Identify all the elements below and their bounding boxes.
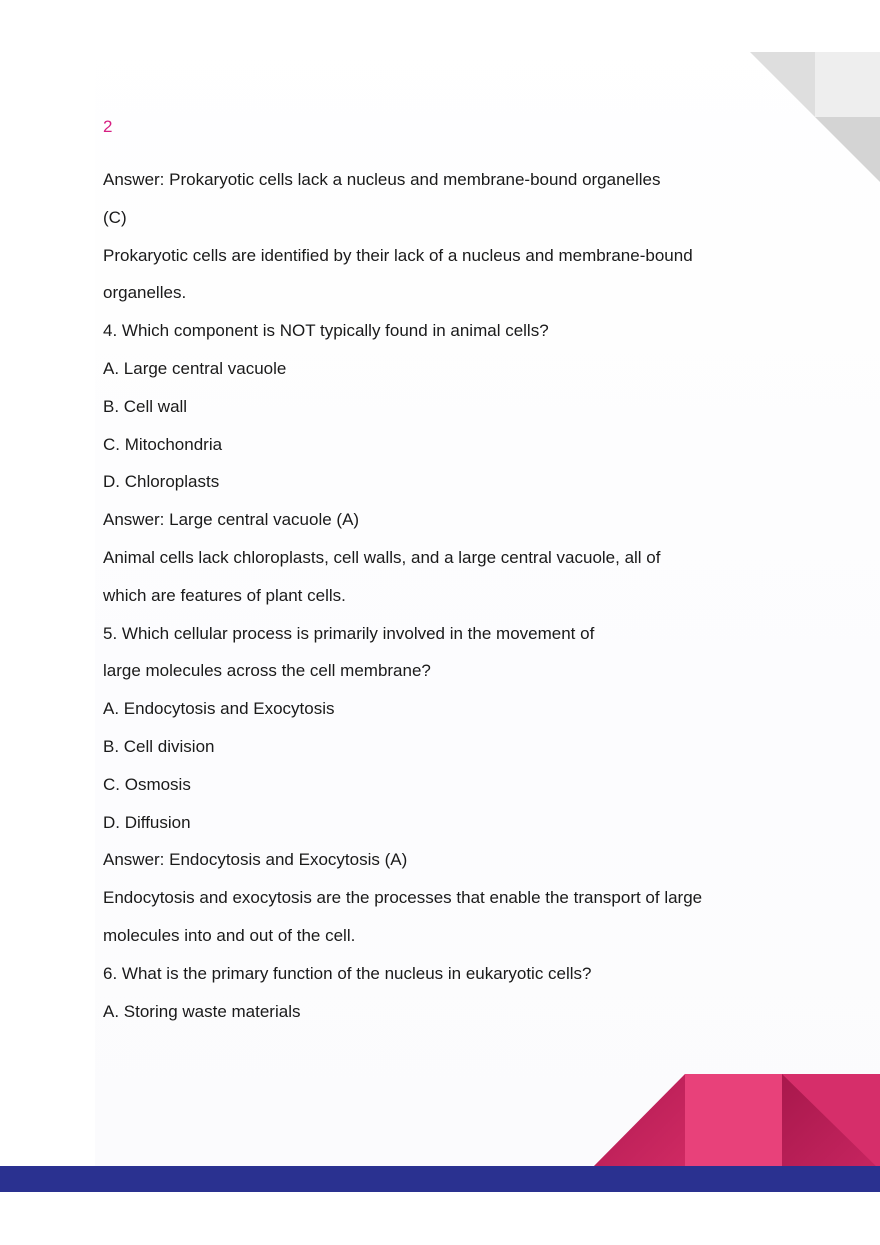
option-line: A. Storing waste materials bbox=[103, 1001, 301, 1021]
pink-block bbox=[685, 1074, 782, 1170]
question-5: 5. Which cellular process is primarily involved in the movement of bbox=[103, 623, 595, 643]
answer-line: Answer: Large central vacuole (A) bbox=[103, 510, 360, 530]
document-body bbox=[103, 161, 743, 1030]
explanation-line: organelles. bbox=[103, 283, 187, 303]
question-4: 4. Which component is NOT typically found in animal cells? bbox=[103, 321, 549, 341]
footer-bar bbox=[0, 1166, 880, 1192]
option-line: C. Osmosis bbox=[103, 774, 191, 794]
corner-gray-triangle-left bbox=[750, 52, 815, 117]
option-line: B. Cell wall bbox=[103, 396, 188, 416]
answer-line: Answer: Prokaryotic cells lack a nucleus and membrane-bound organelles bbox=[103, 170, 661, 189]
question-6: 6. What is the primary function of the nucleus in eukaryotic cells? bbox=[103, 963, 592, 983]
explanation-line: Endocytosis and exocytosis are the processes that enable the transport of large bbox=[103, 888, 703, 908]
option-line: A. Large central vacuole bbox=[103, 358, 287, 378]
option-line: B. Cell division bbox=[103, 736, 215, 756]
option-line: A. Endocytosis and Exocytosis bbox=[103, 699, 335, 719]
explanation-line: molecules into and out of the cell. bbox=[103, 925, 356, 945]
magenta-triangle bbox=[590, 1074, 685, 1170]
bottom-corner-decoration bbox=[590, 1074, 880, 1170]
explanation-line: which are features of plant cells. bbox=[103, 585, 346, 605]
page-number: 2 bbox=[103, 117, 113, 136]
question-5-continued: large molecules across the cell membrane? bbox=[103, 661, 431, 681]
corner-gray-triangle-lower bbox=[815, 117, 880, 182]
answer-line: Answer: Endocytosis and Exocytosis (A) bbox=[103, 850, 408, 870]
option-line: D. Chloroplasts bbox=[103, 472, 220, 492]
explanation-line: Prokaryotic cells are identified by their lack of a nucleus and membrane-bound bbox=[103, 245, 693, 265]
answer-letter: (C) bbox=[103, 207, 127, 227]
corner-gray-square bbox=[815, 52, 880, 117]
top-corner-decoration bbox=[750, 52, 880, 182]
option-line: D. Diffusion bbox=[103, 812, 191, 832]
option-line: C. Mitochondria bbox=[103, 434, 223, 454]
explanation-line: Animal cells lack chloroplasts, cell walls, and a large central vacuole, all of bbox=[103, 547, 661, 567]
